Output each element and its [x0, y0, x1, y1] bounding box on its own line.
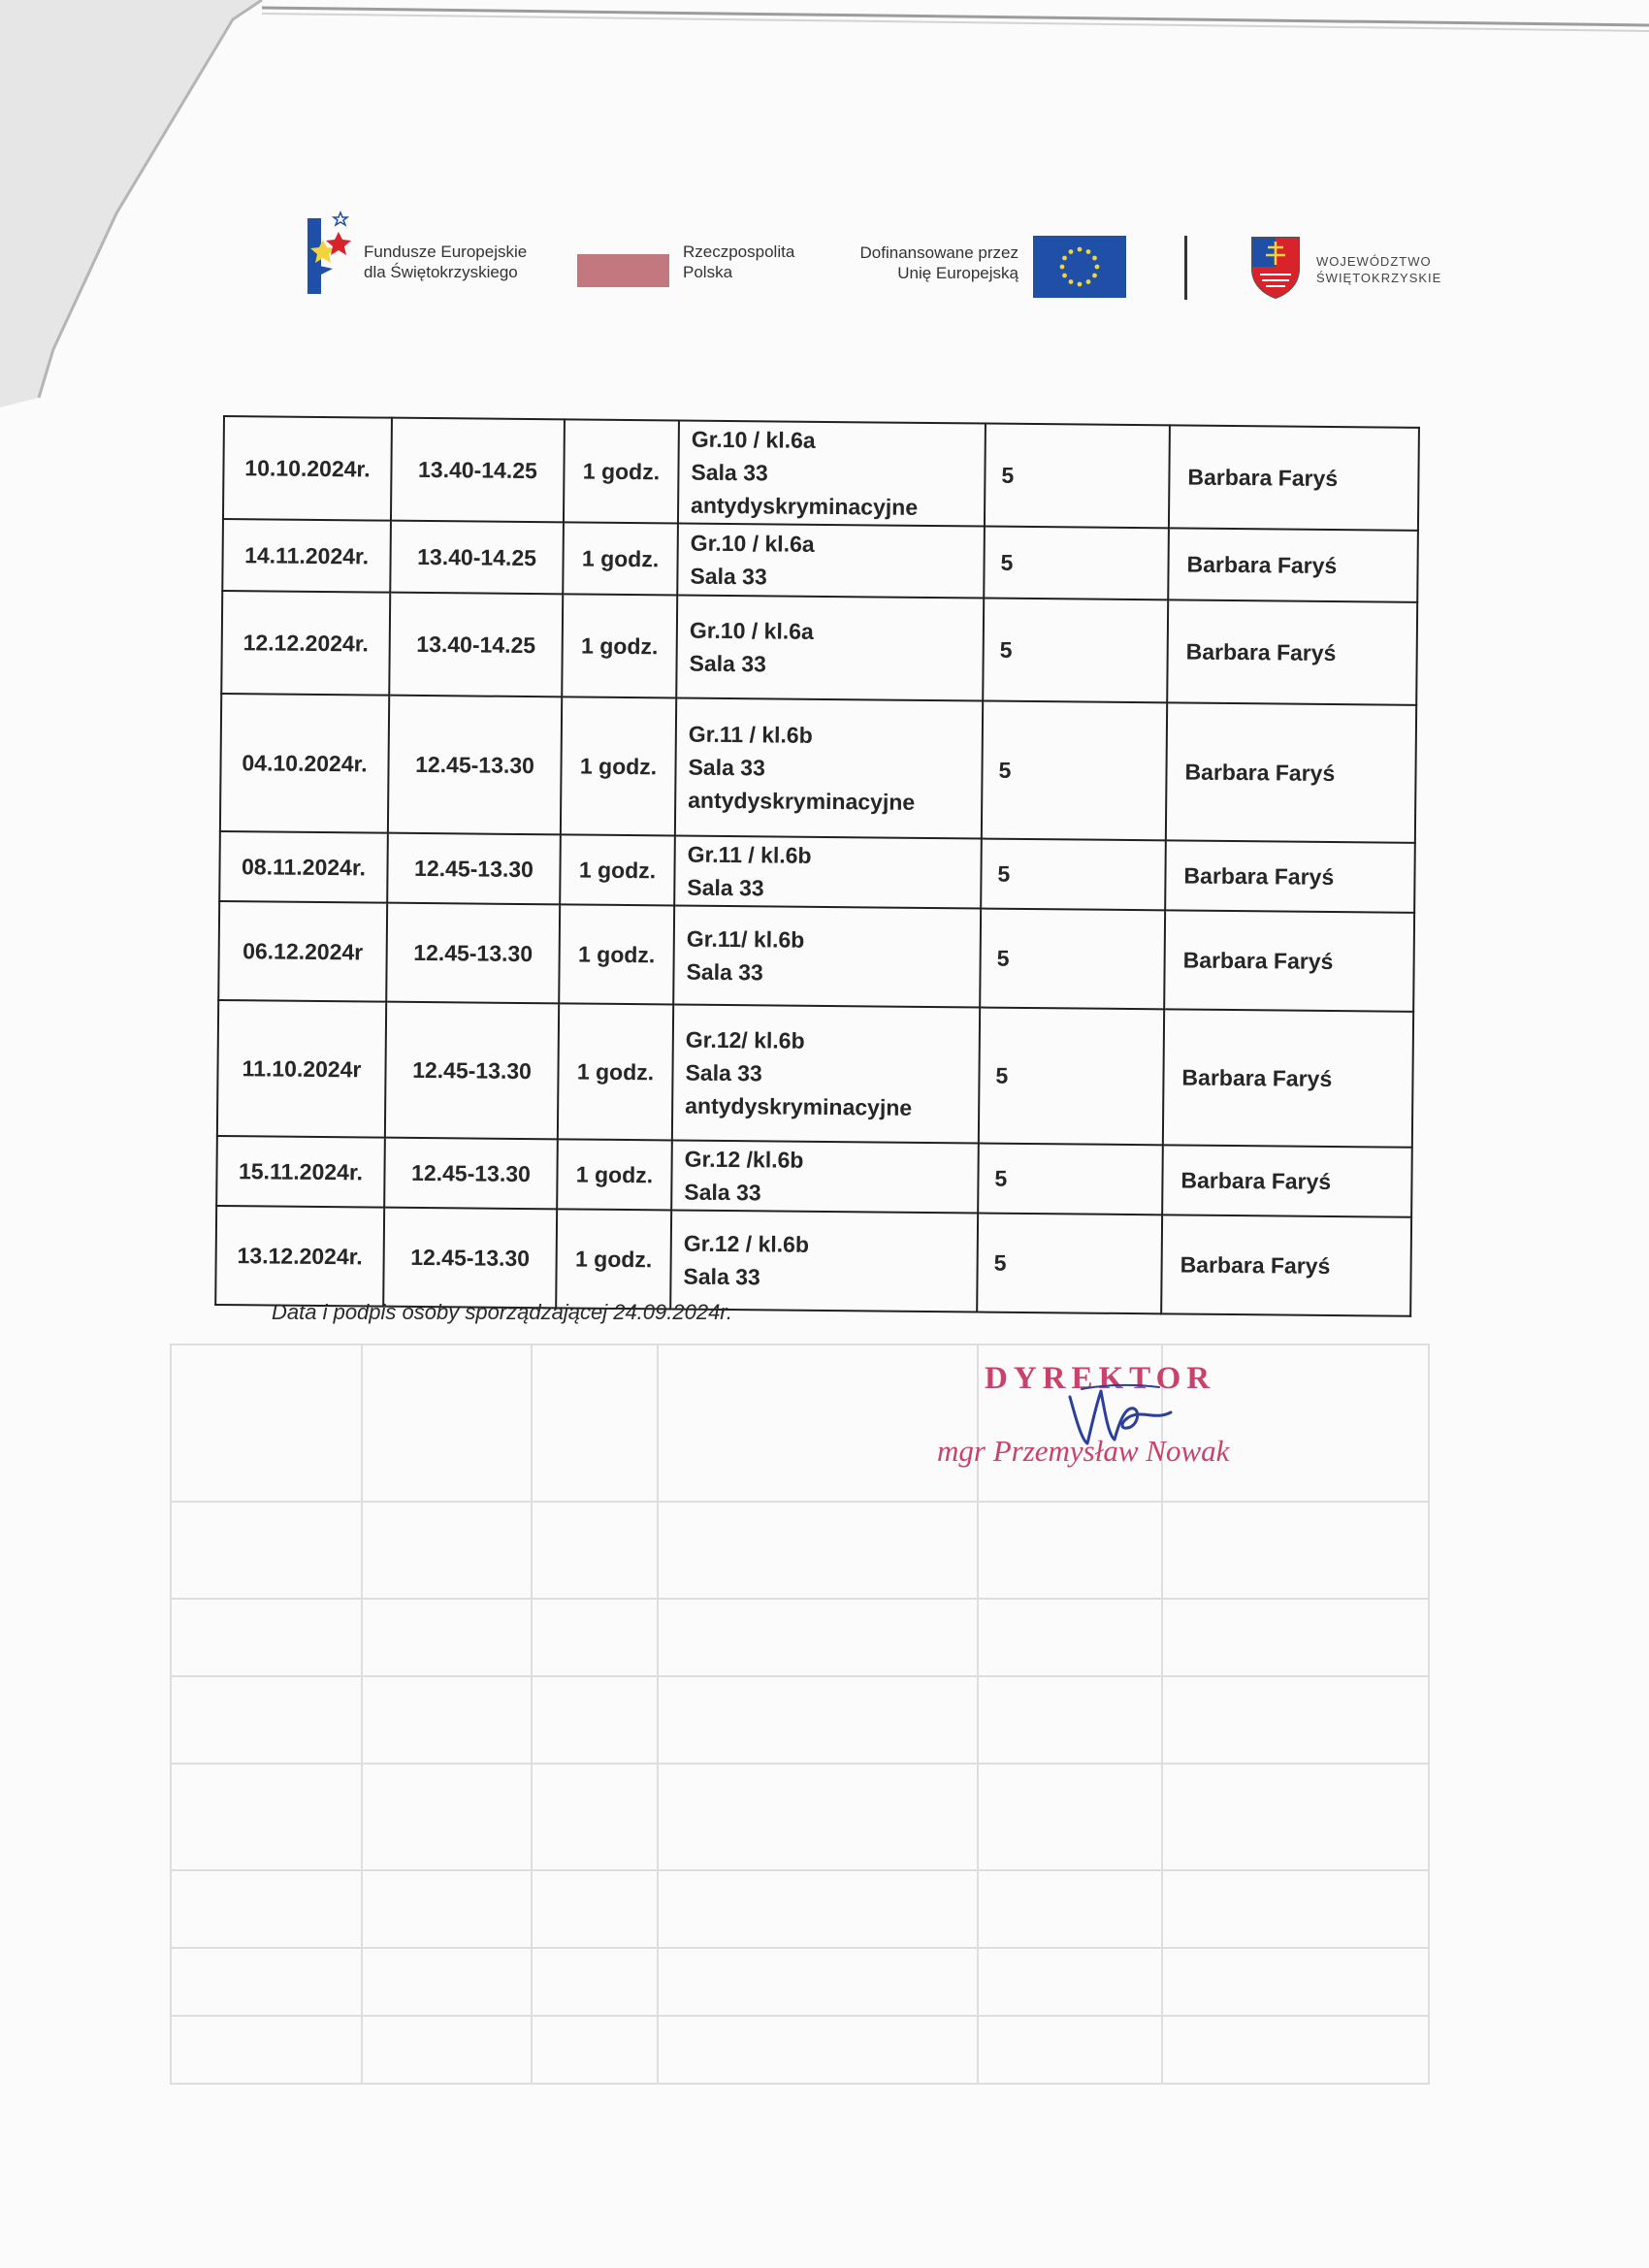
- schedule-table: [214, 415, 1420, 1317]
- date-cell: 08.11.2024r.: [219, 831, 388, 903]
- hours-cell: 1 godz.: [561, 697, 676, 835]
- poland-line2: Polska: [683, 263, 733, 281]
- time-cell: 13.40-14.25: [390, 521, 564, 595]
- count-cell: 5: [984, 527, 1169, 600]
- time-cell: 12.45-13.30: [386, 903, 560, 1004]
- logo-poland: [577, 238, 829, 296]
- hours-cell: 1 godz.: [560, 834, 675, 905]
- teacher-cell: Barbara Faryś: [1168, 528, 1418, 601]
- time-cell: 12.45-13.30: [387, 833, 561, 905]
- group-label: Gr.10 / kl.6a: [689, 617, 814, 644]
- date-cell: 04.10.2024r.: [220, 694, 389, 833]
- table-row: [217, 1000, 1413, 1148]
- group-label: Gr.11/ kl.6b: [686, 925, 805, 953]
- date-cell: 11.10.2024r: [217, 1000, 386, 1138]
- date-cell: 12.12.2024r.: [221, 591, 390, 696]
- teacher-cell: Barbara Faryś: [1166, 702, 1416, 842]
- teacher-cell: Barbara Faryś: [1161, 1215, 1411, 1315]
- topic-label: antydyskryminacyjne: [688, 787, 916, 815]
- date-cell: 06.12.2024r: [218, 901, 387, 1002]
- room-label: Sala 33: [684, 1179, 761, 1206]
- table-row: [223, 416, 1419, 531]
- room-label: Sala 33: [683, 1263, 760, 1290]
- count-cell: 5: [978, 1144, 1163, 1215]
- time-cell: 13.40-14.25: [391, 418, 565, 523]
- teacher-cell: Barbara Faryś: [1163, 1009, 1413, 1147]
- hours-cell: 1 godz.: [562, 594, 677, 697]
- date-cell: 13.12.2024r.: [215, 1206, 384, 1307]
- footer-note: Data i podpis osoby sporządzającej 24.09.2024r.: [272, 1300, 732, 1324]
- logo-divider: [1184, 236, 1187, 300]
- room-label: Sala 33: [686, 958, 763, 986]
- time-cell: 12.45-13.30: [385, 1002, 559, 1140]
- table-row: [222, 519, 1418, 602]
- group-cell: [671, 1140, 979, 1213]
- count-cell: 5: [985, 424, 1170, 529]
- poland-line1: Rzeczpospolita: [683, 243, 795, 261]
- date-cell: 15.11.2024r.: [216, 1136, 385, 1208]
- group-label: Gr.10 / kl.6a: [691, 426, 816, 453]
- group-cell: [673, 905, 981, 1007]
- director-stamp: [931, 1358, 1339, 1494]
- group-label: Gr.11 / kl.6b: [687, 841, 812, 868]
- group-label: Gr.12/ kl.6b: [685, 1026, 805, 1053]
- teacher-cell: Barbara Faryś: [1164, 910, 1414, 1011]
- eu-flag-icon: [1033, 236, 1126, 298]
- region-coat-of-arms-icon: [1246, 230, 1305, 300]
- group-label: Gr.10 / kl.6a: [690, 530, 815, 557]
- region-line2: ŚWIĘTOKRZYSKIE: [1316, 271, 1442, 285]
- topic-label: antydyskryminacyjne: [685, 1092, 913, 1120]
- topic-label: antydyskryminacyjne: [691, 492, 919, 520]
- time-cell: 13.40-14.25: [389, 593, 563, 697]
- table-row: [220, 694, 1416, 843]
- stamp-name: mgr Przemysław Nowak: [937, 1434, 1230, 1468]
- room-label: Sala 33: [687, 874, 764, 901]
- group-label: Gr.12 /kl.6b: [684, 1146, 804, 1173]
- group-cell: [670, 1210, 978, 1312]
- count-cell: 5: [983, 599, 1168, 703]
- room-label: Sala 33: [689, 650, 766, 677]
- count-cell: 5: [977, 1214, 1162, 1314]
- logo-eu: [839, 228, 1130, 306]
- table-row: [219, 831, 1415, 913]
- group-cell: [674, 835, 982, 908]
- count-cell: 5: [982, 701, 1167, 841]
- group-cell: [677, 524, 985, 599]
- room-label: Sala 33: [685, 1059, 762, 1086]
- date-cell: 14.11.2024r.: [222, 519, 391, 593]
- signature-icon: [1062, 1379, 1179, 1452]
- logo-region: [1246, 230, 1470, 308]
- group-label: Gr.12 / kl.6b: [683, 1230, 810, 1257]
- hours-cell: 1 godz.: [563, 522, 678, 595]
- teacher-cell: Barbara Faryś: [1169, 425, 1419, 530]
- hours-cell: 1 godz.: [559, 904, 674, 1004]
- teacher-cell: Barbara Faryś: [1165, 840, 1415, 912]
- room-label: Sala 33: [691, 459, 768, 486]
- count-cell: 5: [979, 1008, 1164, 1146]
- hours-cell: 1 godz.: [564, 419, 679, 523]
- time-cell: 12.45-13.30: [383, 1208, 557, 1309]
- table-row: [218, 901, 1414, 1012]
- group-cell: [678, 421, 986, 527]
- table-row: [221, 591, 1417, 705]
- group-label: Gr.11 / kl.6b: [688, 721, 813, 748]
- european-funds-emblem-icon: [306, 209, 356, 296]
- poland-flag-icon: [577, 254, 669, 287]
- room-label: Sala 33: [688, 754, 765, 781]
- eu-line1: Dofinansowane przez: [859, 243, 1018, 262]
- eu-line2: Unię Europejską: [897, 264, 1018, 282]
- group-cell: [672, 1004, 980, 1143]
- group-cell: [676, 596, 984, 701]
- funds-line2: dla Świętokrzyskiego: [364, 263, 518, 281]
- hours-cell: 1 godz.: [558, 1003, 673, 1140]
- group-cell: [675, 697, 983, 838]
- table-row: [216, 1136, 1412, 1217]
- teacher-cell: Barbara Faryś: [1162, 1145, 1412, 1216]
- date-cell: 10.10.2024r.: [223, 416, 392, 521]
- logo-bar: [291, 199, 1455, 306]
- room-label: Sala 33: [690, 563, 767, 590]
- funds-line1: Fundusze Europejskie: [364, 243, 528, 261]
- teacher-cell: Barbara Faryś: [1167, 599, 1417, 704]
- region-line1: WOJEWÓDZTWO: [1316, 254, 1432, 269]
- time-cell: 12.45-13.30: [388, 696, 562, 835]
- hours-cell: 1 godz.: [556, 1209, 671, 1309]
- count-cell: 5: [981, 839, 1166, 911]
- hours-cell: 1 godz.: [557, 1139, 672, 1210]
- stamp-title: DYREKTOR: [985, 1361, 1216, 1396]
- count-cell: 5: [980, 909, 1165, 1010]
- time-cell: 12.45-13.30: [384, 1138, 558, 1210]
